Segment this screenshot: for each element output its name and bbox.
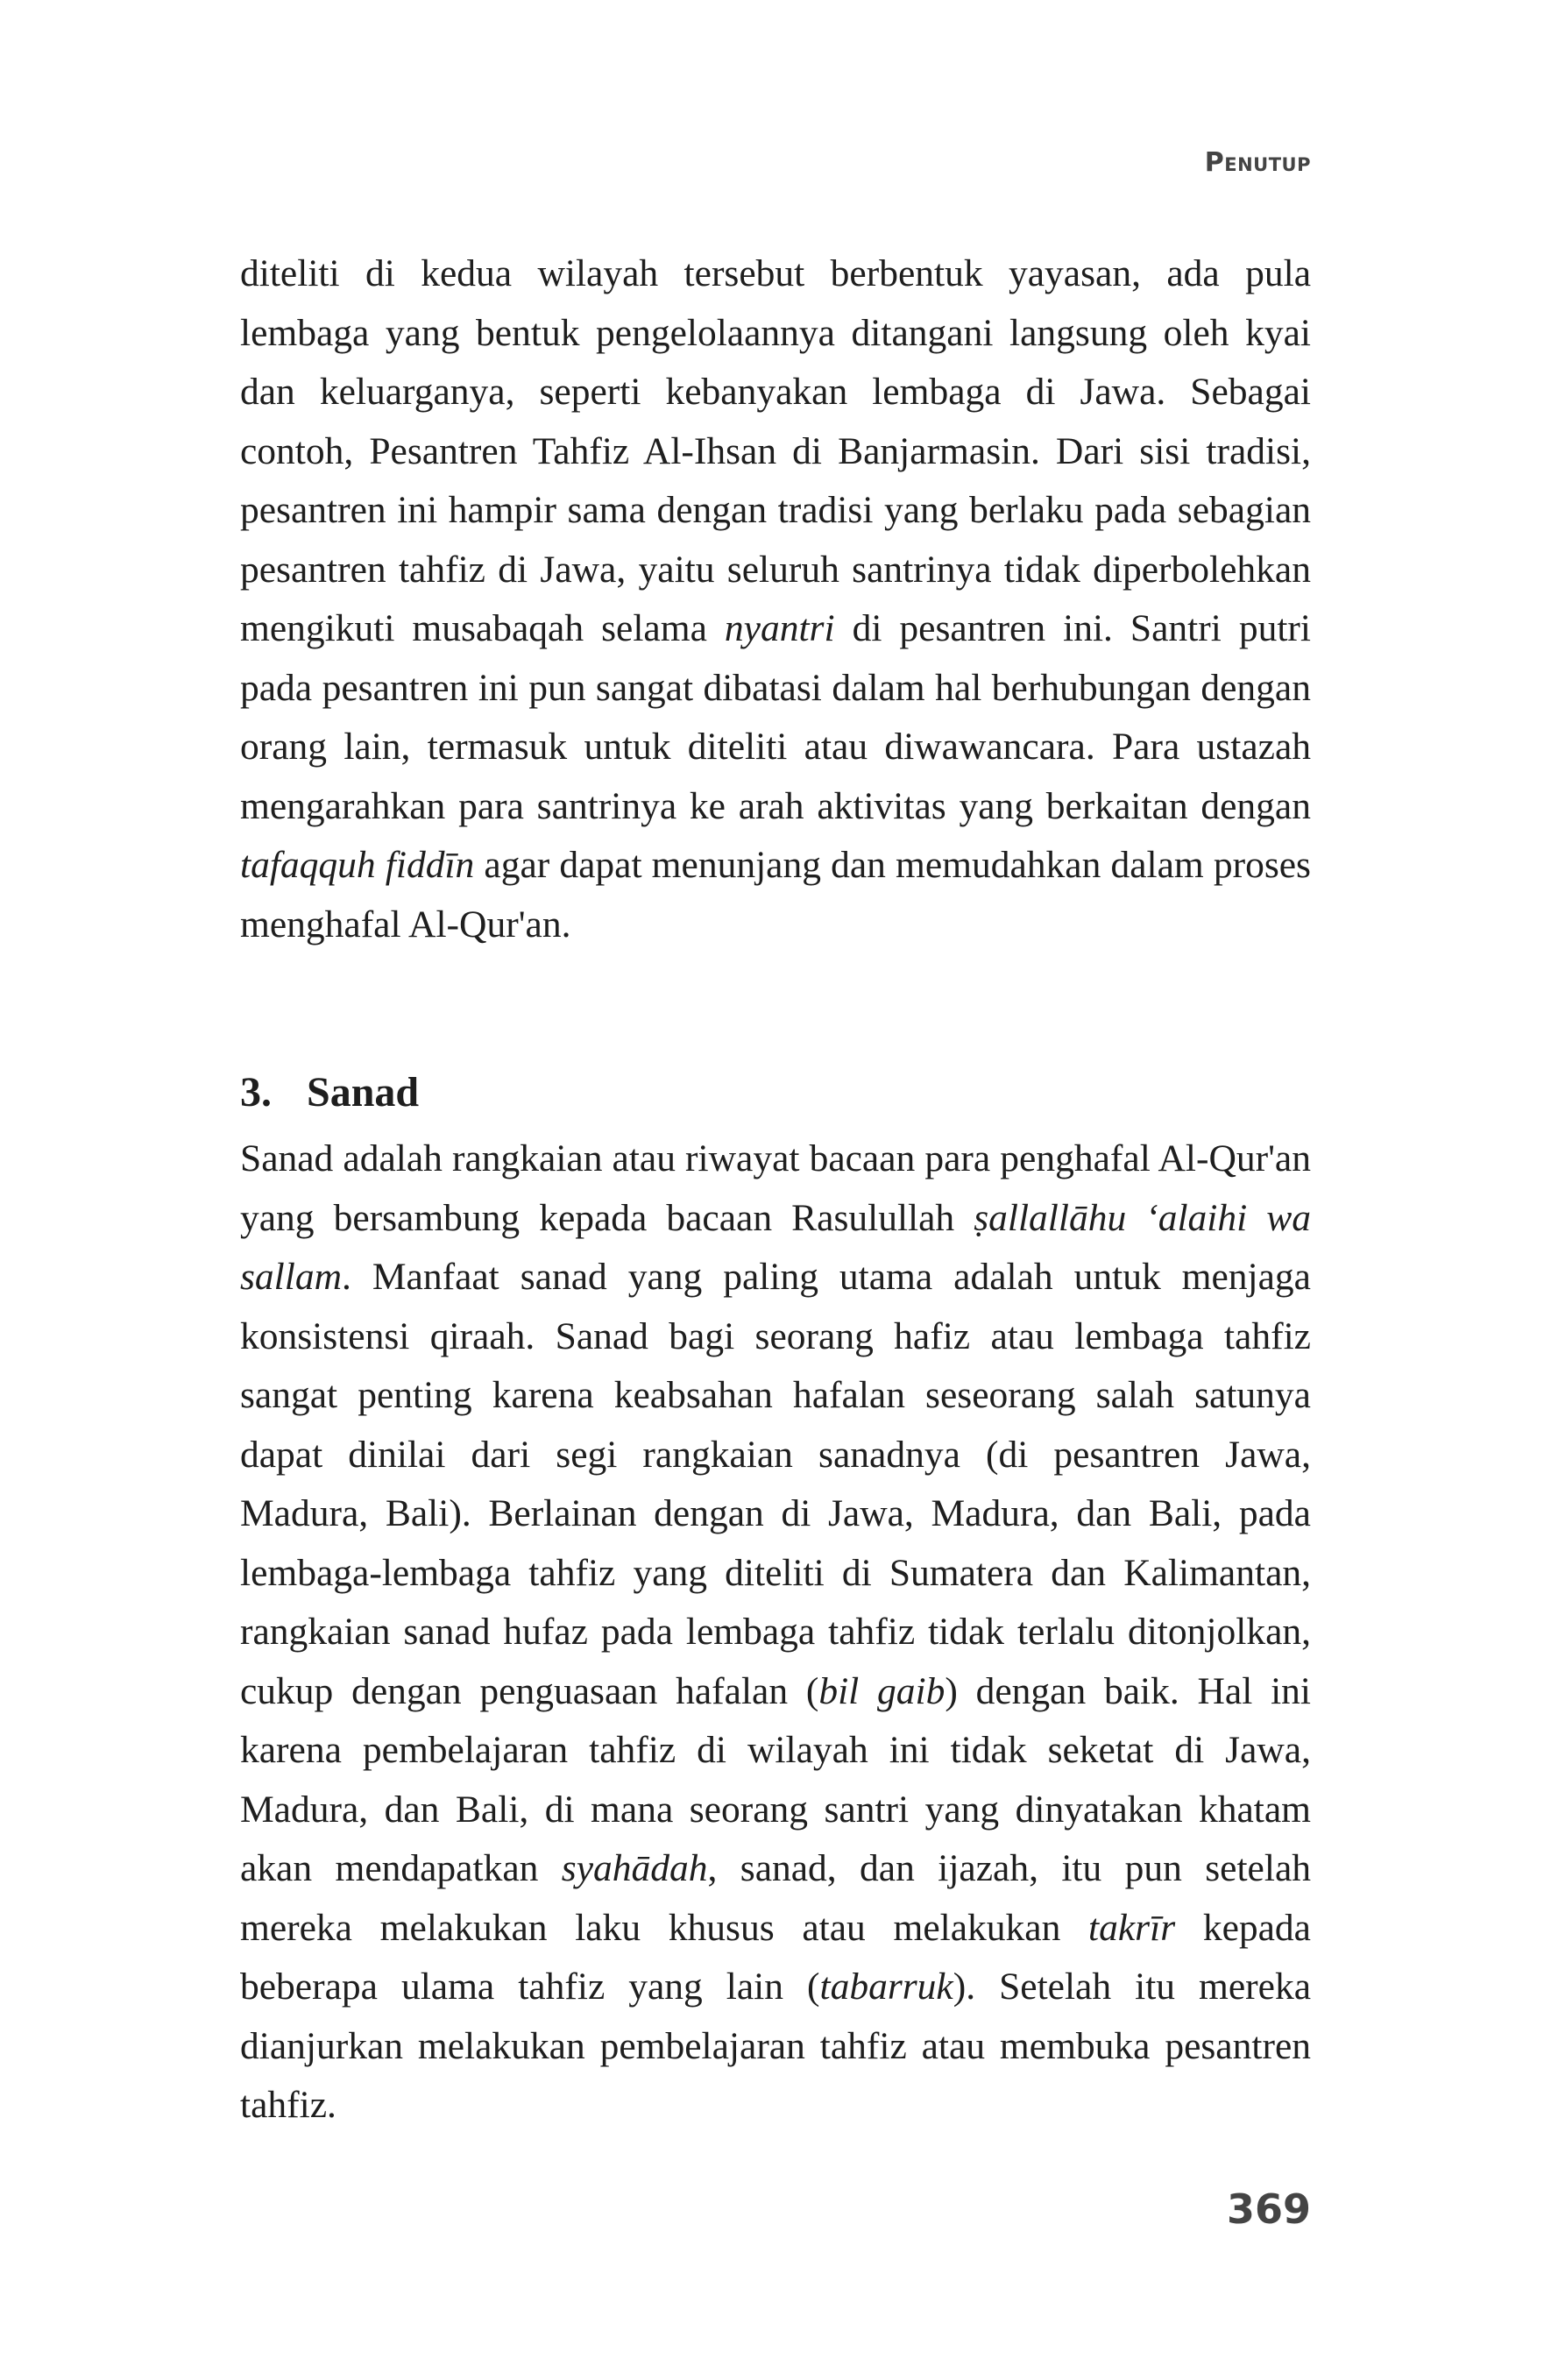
paragraph-1-text-2: di pesantren ini. Santri putri pada pesantren ini pun sangat dibatasi dalam hal berhubungan dengan orang lain, termasuk untuk diteliti atau diwawancara. Para ustazah mengarahkan para santrinya ke arah aktivitas yang berkaitan dengan (240, 607, 1312, 827)
paragraph-2-text-5: kepada beberapa ulama tahfiz yang lain ( (240, 1906, 1311, 2008)
paragraph-2-text-1: Sanad adalah rangkaian atau riwayat bacaan para penghafal Al-Qur'an yang bersambung kepada bacaan Rasulullah (240, 1137, 1311, 1239)
paragraph-2-italic-tabarruk: tabarruk (819, 1966, 953, 2008)
section-heading (240, 1062, 419, 1123)
section-title: Sanad (307, 1069, 420, 1116)
paragraph-1-text-1: diteliti di kedua wilayah tersebut berbentuk yayasan, ada pula lembaga yang bentuk pengelolaannya ditangani langsung oleh kyai dan keluarganya, seperti kebanyakan lembaga di Jawa. Sebagai contoh, Pesantren Tahfiz Al-Ihsan di Banjarmasin. Dari sisi tradisi, pesantren ini hampir sama dengan tradisi yang berlaku pada sebagian pesantren tahfiz di Jawa, yaitu seluruh santrinya tidak diperbolehkan mengikuti musabaqah selama (240, 252, 1311, 649)
paragraph-2-italic-bil-gaib: bil gaib (818, 1669, 945, 1712)
running-head: Penutup (1204, 147, 1311, 178)
paragraph-2-text-2: . Manfaat sanad yang paling utama adalah untuk menjaga konsistensi qiraah. Sanad bagi seorang hafiz atau lembaga tahfiz sangat penting karena keabsahan hafalan seseorang salah satunya dapat dinilai dari segi rangkaian sanadnya (di pesantren Jawa, Madura, Bali). Berlainan dengan di Jawa, Madura, dan Bali, pada lembaga-lembaga tahfiz yang diteliti di Sumatera dan Kalimantan, rangkaian sanad hufaz pada lembaga tahfiz tidak terlalu ditonjolkan, cukup dengan penguasaan hafalan ( (240, 1256, 1311, 1712)
paragraph-2-text-4: , sanad, dan ijazah, itu pun setelah mereka melakukan laku khusus atau melakukan (240, 1847, 1312, 1949)
paragraph-1-text-3: agar dapat menunjang dan memudahkan dalam proses menghafal Al-Qur'an. (240, 844, 1311, 946)
paragraph-2-italic-sallallahu: ṣallallāhu ‘alaihi wa sallam (240, 1196, 1312, 1298)
page-number: 369 (1226, 2185, 1311, 2233)
paragraph-2-text-3: ) dengan baik. Hal ini karena pembelajaran tahfiz di wilayah ini tidak seketat di Jawa, Madura, dan Bali, di mana seorang santri yang dinyatakan khatam akan mendapatkan (240, 1669, 1311, 1889)
paragraph-2 (240, 1130, 1311, 2136)
paragraph-2-text-6: ). Setelah itu mereka dianjurkan melakukan pembelajaran tahfiz atau membuka pesantren tahfiz. (240, 1966, 1312, 2126)
paragraph-1 (240, 244, 1311, 954)
paragraph-1-italic-nyantri: nyantri (724, 607, 835, 649)
section-number: 3. (240, 1069, 272, 1116)
paragraph-2-italic-syahadah: syahādah (561, 1847, 708, 1889)
paragraph-2-italic-takrir: takrīr (1088, 1906, 1176, 1949)
paragraph-1-italic-tafaqquh: tafaqquh fiddīn (240, 844, 475, 886)
